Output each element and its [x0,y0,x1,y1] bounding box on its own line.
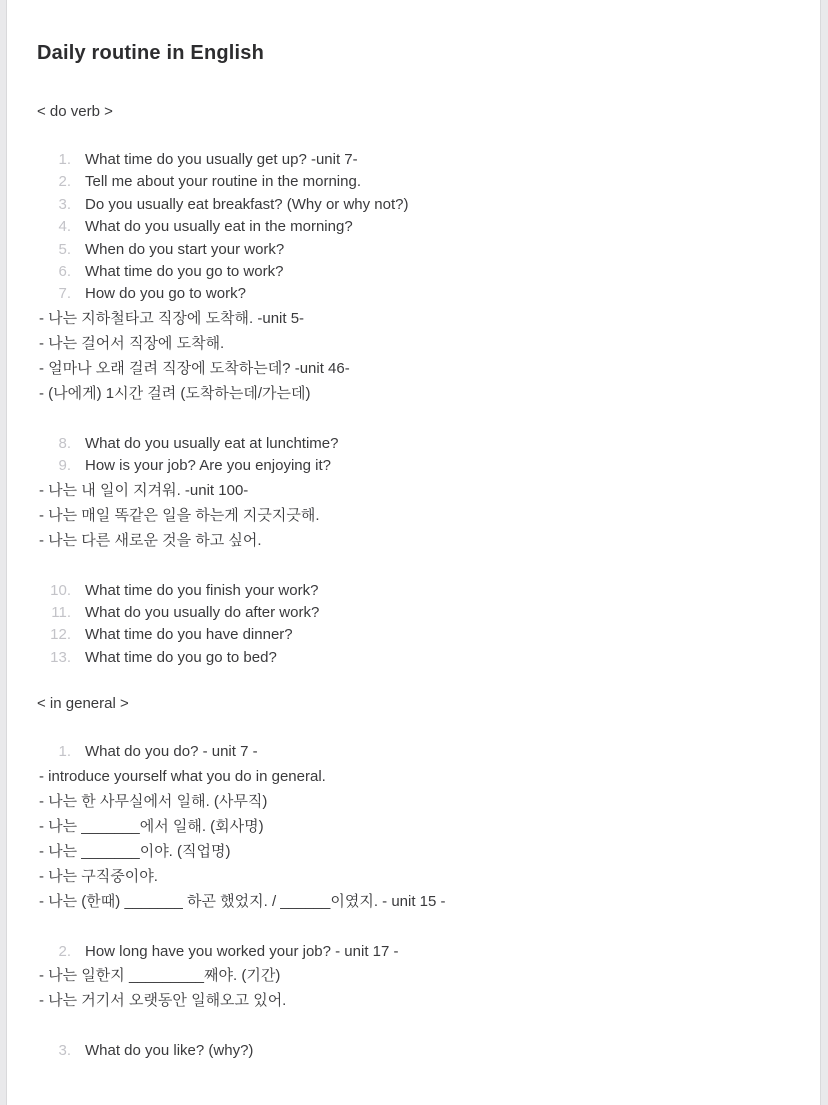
list-item-text: What do you usually do after work? [85,604,320,622]
list-item-text: What time do you go to bed? [85,648,277,666]
list-item-text: What time do you usually get up? -unit 7- [85,151,358,168]
list-item [37,602,790,624]
list-item [37,647,790,669]
text-line: - 나는 내 일이 지겨워. -unit 100- [39,481,249,499]
document-body [37,101,790,1063]
document-page [6,0,821,1105]
list-item [37,624,790,646]
list-item-number: 2. [58,173,71,191]
blank-line [37,553,790,580]
list-item-text: Do you usually eat breakfast? (Why or why not?) [85,195,409,213]
numbered-list [37,580,790,670]
list-item-text: What time do you finish your work? [85,581,319,599]
list-item-number: 6. [58,263,71,281]
list-item [37,194,790,216]
list-item-text: What do you like? (why?) [85,1042,254,1060]
list-item [37,171,790,193]
list-item-number: 5. [58,240,71,258]
list-item [37,283,790,305]
list-item-number: 3. [58,1042,71,1060]
text-line: - 나는 걸어서 직장에 도착해. [39,334,225,352]
list-item-number: 2. [58,942,71,960]
page-title: Daily routine in English [37,42,265,64]
text-line: - 나는 한 사무실에서 일해. (사무직) [39,792,268,810]
list-item-number: 1. [58,151,71,168]
text-line: - (나에게) 1시간 걸려 (도착하는데/가는데) [39,384,311,402]
list-item-text: What time do you have dinner? [85,626,293,644]
list-item [37,433,790,455]
text-line: - 나는 구직중이야. [39,867,158,885]
numbered-list [37,741,790,763]
list-item [37,1040,790,1062]
list-item-text: How is your job? Are you enjoying it? [85,457,331,475]
list-item-text: Tell me about your routine in the morning. [85,173,361,191]
list-item [37,941,790,963]
text-line: - 나는 _______이야. (직업명) [39,842,231,860]
list-item-text: When do you start your work? [85,240,285,258]
blank-line [37,914,790,941]
list-item [37,216,790,238]
text-line: - 나는 다른 새로운 것을 하고 싶어. [39,531,262,549]
list-item [37,741,790,763]
list-item-text: What time do you go to work? [85,263,284,281]
text-line: - 나는 (한때) _______ 하곤 했었지. / ______이였지. - unit 15 - [39,892,446,910]
list-item-number: 13. [50,648,71,666]
list-item-text: How long have you worked your job? - unit 17 - [85,942,399,960]
list-item-number: 7. [58,285,71,303]
list-item-number: 11. [51,604,71,622]
numbered-list [37,433,790,478]
blank-line [37,1013,790,1040]
numbered-list [37,941,790,963]
text-line: - 얼마나 오래 걸려 직장에 도착하는데? -unit 46- [39,359,350,377]
text-line: - 나는 일한지 _________째야. (기간) [39,967,281,985]
list-item-text: What do you usually eat at lunchtime? [85,434,339,452]
blank-line [37,406,790,433]
text-line: - 나는 지하철타고 직장에 도착해. -unit 5- [39,309,305,327]
numbered-list [37,149,790,306]
list-item-number: 10. [50,581,71,599]
numbered-list [37,1040,790,1062]
section-label: < do verb > [37,103,113,120]
text-line: - introduce yourself what you do in general. [39,767,326,785]
list-item [37,149,790,171]
list-item-number: 12. [50,626,71,644]
list-item [37,239,790,261]
list-item-number: 9. [58,457,71,475]
list-item [37,261,790,283]
section-label: < in general > [37,695,129,713]
list-item [37,580,790,602]
list-item-text: What do you usually eat in the morning? [85,218,353,236]
text-line: - 나는 매일 똑같은 일을 하는게 지긋지긋해. [39,506,320,524]
list-item-number: 8. [58,434,71,452]
list-item-text: How do you go to work? [85,285,246,303]
text-line: - 나는 거기서 오랫동안 일해오고 있어. [39,992,287,1010]
text-line: - 나는 _______에서 일해. (회사명) [39,817,264,835]
list-item-text: What do you do? - unit 7 - [85,743,258,761]
list-item-number: 3. [58,195,71,213]
list-item-number: 1. [58,743,71,761]
list-item-number: 4. [58,218,71,236]
list-item [37,455,790,477]
